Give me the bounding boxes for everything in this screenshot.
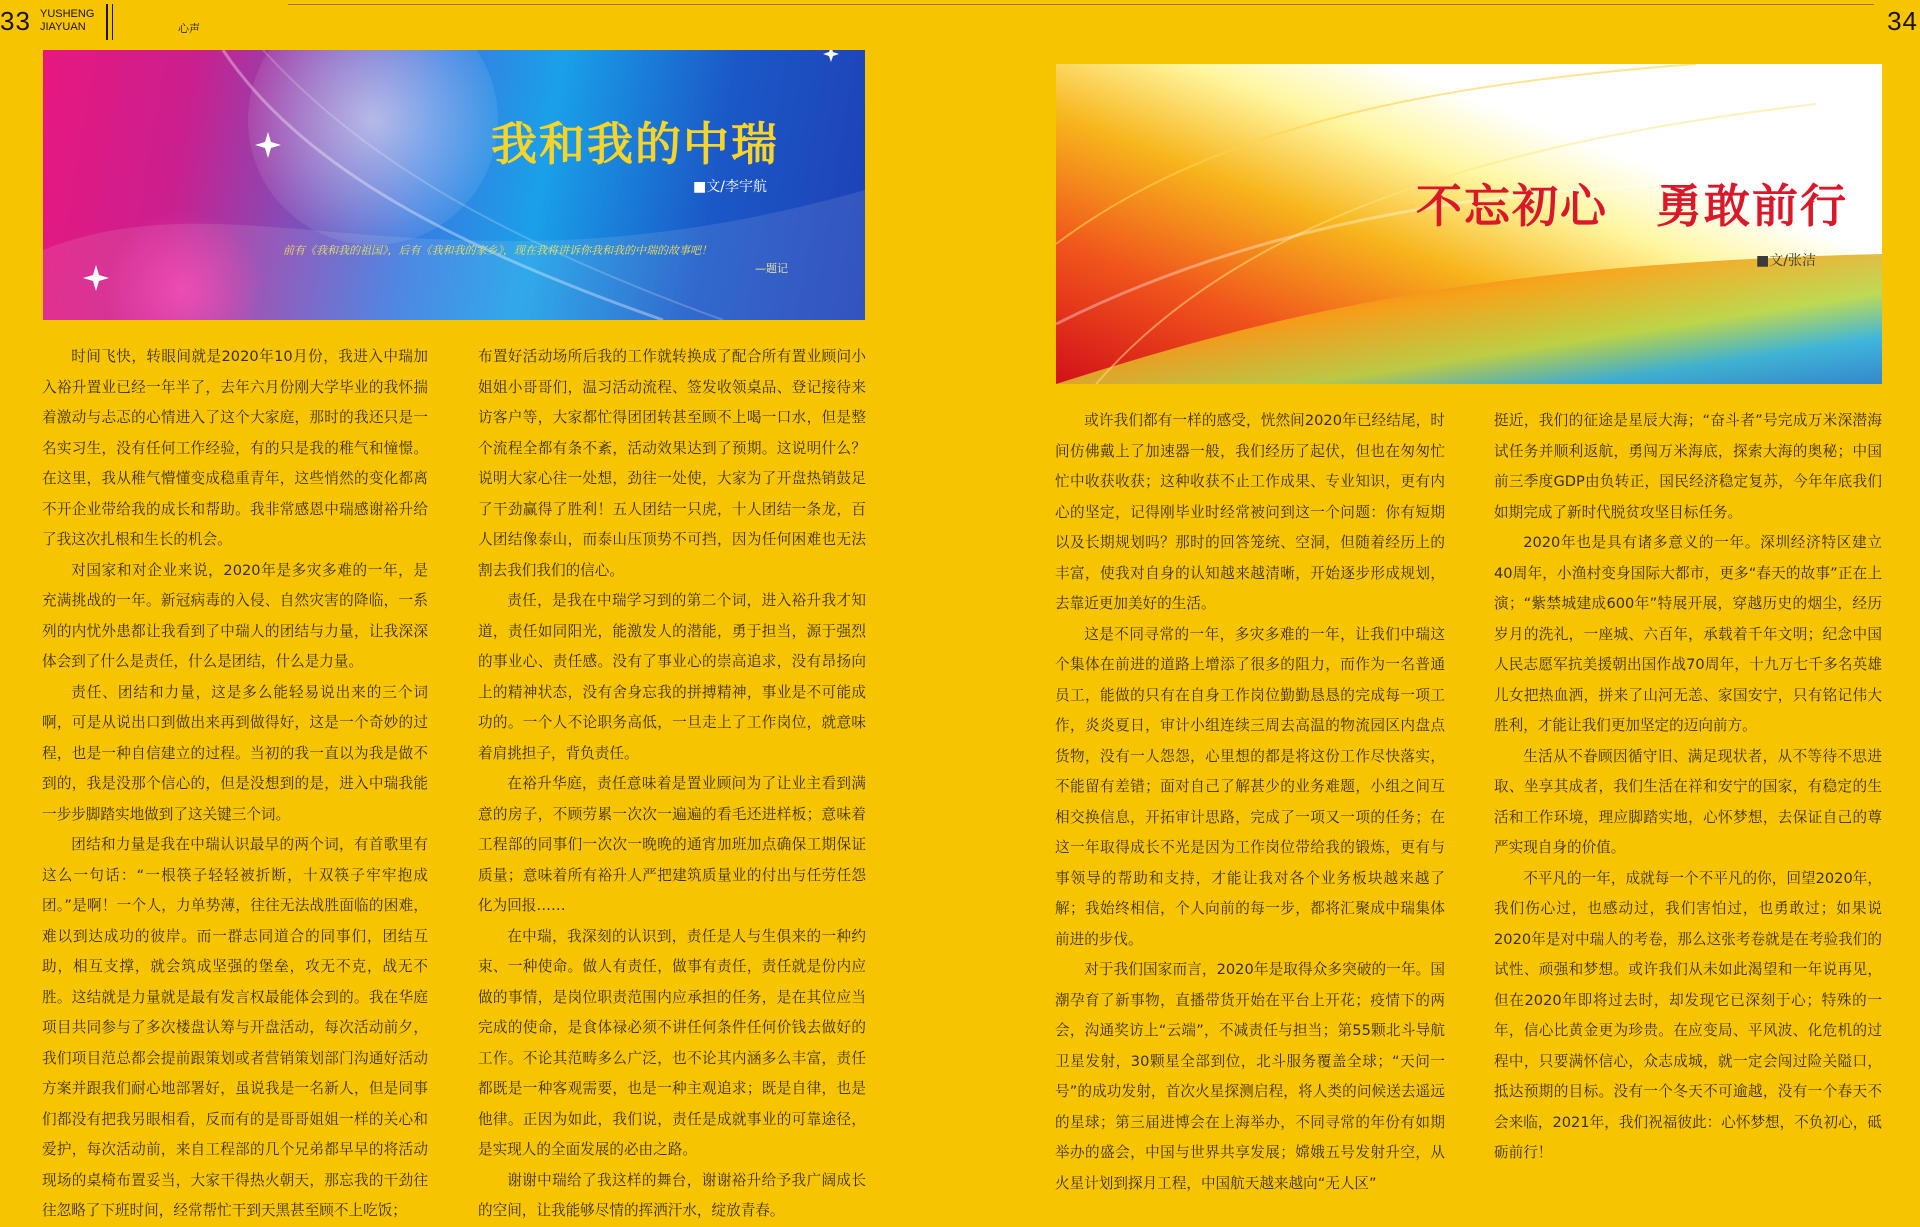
header-divider [106,4,108,40]
article1-banner [43,50,865,320]
article2-column-2 [1494,406,1882,1169]
magazine-brand [40,8,94,34]
paragraph: 责任，是我在中瑞学习到的第二个词，进入裕升我才知道，责任如同阳光，能激发人的潜能，勇于担当，源于强烈的事业心、责任感。没有了事业心的崇高追求，没有昂扬向上的精神状态，没有舍身忘我的拼搏精神，事业是不可能成功的。一个人不论职务高低，一旦走上了工作岗位，就意味着肩挑担子，背负责任。 [478,592,866,762]
article2-author: ■文/张洁 [1756,253,1816,269]
article1-author: ■文/李宇航 [693,179,767,195]
paragraph: 团结和力量是我在中瑞认识最早的两个词，有首歌里有这么一句话：“一根筷子轻轻被折断，十双筷子牢牢抱成团。”是啊！一个人，力单势薄，往往无法战胜面临的困难，难以到达成功的彼岸。而一群志同道合的同事们，团结互助，相互支撑，就会筑成坚强的堡垒，攻无不克，战无不胜。这结就是力量就是最有发言权最能体会到的。我在华庭项目共同参与了多次楼盘认筹与开盘活动，每次活动前夕，我们项目范总都会提前跟策划或者营销策划部门沟通好活动方案并跟我们耐心地部署好，虽说我是一名新人，但是同事们都没有把我另眼相看，反而有的是哥哥姐姐一样的关心和爱护，每次活动前，来自工程部的几个兄弟都早早的将活动现场的桌椅布置妥当，大家干得热火朝天，那忘我的干劲往往忽略了下班时间，经常帮忙干到天黑甚至顾不上吃饭； [42,836,428,1219]
paragraph: 2020年也是具有诸多意义的一年。深圳经济特区建立40周年，小渔村变身国际大都市，更多“春天的故事”正在上演；“紫禁城建成600年”特展开展，穿越历史的烟尘，经历岁月的洗礼，一座城、六百年，承载着千年文明；纪念中国人民志愿军抗美援朝出国作战70周年，十九万七千多名英雄儿女把热血洒，拼来了山河无恙、家国安宁，只有铭记伟大胜利，才能让我们更加坚定的迈向前方。 [1494,534,1882,734]
paragraph: 在中瑞，我深刻的认识到，责任是人与生俱来的一种约束、一种使命。做人有责任，做事有责任，责任就是份内应做的事情，是岗位职责范围内应承担的任务，是在其位应当完成的使命，是食体禄必须不讲任何条件任何价钱去做好的工作。不论其范畴多么广泛，也不论其内涵多么丰富，责任都既是一种客观需要，也是一种主观追求；既是自律，也是他律。正因为如此，我们说，责任是成就事业的可靠途径，是实现人的全面发展的必由之路。 [478,927,866,1158]
page-number-left: 33 [0,6,31,36]
article2-banner [1056,64,1882,384]
brand-line-2: JIAYUAN [40,21,86,33]
article1-epigraph-signature: —题记 [755,262,788,275]
paragraph: 时间飞快，转眼间就是2020年10月份，我进入中瑞加入裕升置业已经一年半了，去年六月份刚大学毕业的我怀揣着激动与忐忑的心情进入了这个大家庭，那时的我还只是一名实习生，没有任何工作经验，有的只是我的稚气和憧憬。在这里，我从稚气懵懂变成稳重青年，这些悄然的变化都离不开企业带给我的成长和帮助。我非常感恩中瑞感谢裕升给了我这次扎根和生长的机会。 [42,348,428,548]
article1-column-2 [478,342,866,1227]
paragraph: 责任、团结和力量，这是多么能轻易说出来的三个词啊，可是从说出口到做出来再到做得好，这是一个奇妙的过程，也是一种自信建立的过程。当初的我一直以为我是做不到的，我是没那个信心的，但是没想到的是，进入中瑞我能一步步脚踏实地做到了这关键三个词。 [42,683,428,823]
page-number-right: 34 [1887,6,1918,36]
article2-title: 不忘初心 勇敢前行 [1416,179,1848,233]
paragraph: 布置好活动场所后我的工作就转换成了配合所有置业顾问小姐姐小哥哥们，温习活动流程、签发收领桌品、登记接待来访客户等，大家都忙得团团转甚至顾不上喝一口水，但是整个流程全都有条不紊，活动效果达到了预期。这说明什么？说明大家心往一处想，劲往一处使，大家为了开盘热销鼓足了干劲赢得了胜利！五人团结一只虎，十人团结一条龙，百人团结像泰山，而泰山压顶势不可挡，因为任何困难也无法割去我们我们的信心。 [478,348,866,579]
paragraph: 挺近，我们的征途是星辰大海；“奋斗者”号完成万米深潜海试任务并顺利返航，勇闯万米海底，探索大海的奥秘；中国前三季度GDP由负转正，国民经济稳定复苏，今年年底我们如期完成了新时代脱贫攻坚目标任务。 [1494,412,1882,521]
paragraph: 对国家和对企业来说，2020年是多灾多难的一年，是充满挑战的一年。新冠病毒的入侵、自然灾害的降临，一系列的内忧外患都让我看到了中瑞人的团结与力量，让我深深体会到了什么是责任，什么是团结，什么是力量。 [42,561,428,670]
section-label: 心声 [178,22,200,35]
article2-column-1 [1055,406,1445,1199]
paragraph: 对于我们国家而言，2020年是取得众多突破的一年。国潮孕育了新事物，直播带货开始在平台上开花；疫情下的两会，沟通奖访上“云端”，不减责任与担当；第55颗北斗导航卫星发射，30颗星全部到位，北斗服务覆盖全球；“天问一号”的成功发射，首次火星探测启程，将人类的问候送去遥远的星球；第三届进博会在上海举办，不同寻常的年份有如期举办的盛会，中国与世界共享发展；嫦娥五号发射升空，从火星计划到探月工程，中国航天越来越向“无人区” [1055,961,1445,1192]
paragraph: 生活从不眷顾因循守旧、满足现状者，从不等待不思进取、坐享其成者，我们生活在祥和安宁的国家，有稳定的生活和工作环境，理应脚踏实地，心怀梦想，去保证自己的尊严实现自身的价值。 [1494,747,1882,856]
article1-title: 我和我的中瑞 [491,117,779,171]
header-divider-thin [112,4,113,40]
paragraph: 或许我们都有一样的感受，恍然间2020年已经结尾，时间仿佛戴上了加速器一般，我们经历了起伏，但也在匆匆忙忙中收获收获；这种收获不止工作成果、专业知识，更有内心的坚定，记得刚毕业时经常被问到这一个问题：你有短期以及长期规划吗？那时的回答笼统、空洞，但随着经历上的丰富，使我对自身的认知越来越清晰，开始逐步形成规划，去靠近更加美好的生活。 [1055,412,1445,612]
paragraph: 在裕升华庭，责任意味着是置业顾问为了让业主看到满意的房子，不顾劳累一次次一遍遍的看毛还进样板；意味着工程部的同事们一次次一晚晚的通宵加班加点确保工期保证质量；意味着所有裕升人严把建筑质量业的付出与任劳任怨化为回报…… [478,775,866,914]
article1-epigraph: 前有《我和我的祖国》，后有《我和我的家乡》，现在我将讲诉你我和我的中瑞的故事吧！ [283,244,712,257]
paragraph: 这是不同寻常的一年，多灾多难的一年，让我们中瑞这个集体在前进的道路上增添了很多的阻力，而作为一名普通员工，能做的只有在自身工作岗位勤勤恳恳的完成每一项工作，炎炎夏日，审计小组连续三周去高温的物流园区内盘点货物，没有一人怨怨，心里想的都是将这份工作尽快落实，不能留有差错；面对自己了解甚少的业务难题，小组之间互相交换信息，开拓审计思路，完成了一项又一项的任务；在这一年取得成长不光是因为工作岗位带给我的锻炼，更有与事领导的帮助和支持，才能让我对各个业务板块越来越了解；我始终相信，个人向前的每一步，都将汇聚成中瑞集体前进的步伐。 [1055,625,1445,948]
paragraph: 谢谢中瑞给了我这样的舞台，谢谢裕升给予我广阔成长的空间，让我能够尽情的挥洒汗水，绽放青春。 [478,1171,866,1219]
header-rule [288,4,1874,5]
paragraph: 不平凡的一年，成就每一个不平凡的你，回望2020年，我们伤心过，也感动过，我们害怕过，也勇敢过；如果说2020年是对中瑞人的考卷，那么这张考卷就是在考验我们的试性、顽强和梦想。或许我们从未如此渴望和一年说再见，但在2020年即将过去时，却发现它已深刻于心；特殊的一年，信心比黄金更为珍贵。在应变局、平风波、化危机的过程中，只要满怀信心，众志成城，就一定会闯过险关隘口，抵达预期的目标。没有一个冬天不可逾越，没有一个春天不会来临，2021年，我们祝福彼此：心怀梦想，不负初心，砥砺前行！ [1494,869,1882,1161]
brand-line-1: YUSHENG [40,8,95,20]
article1-column-1 [42,342,428,1227]
